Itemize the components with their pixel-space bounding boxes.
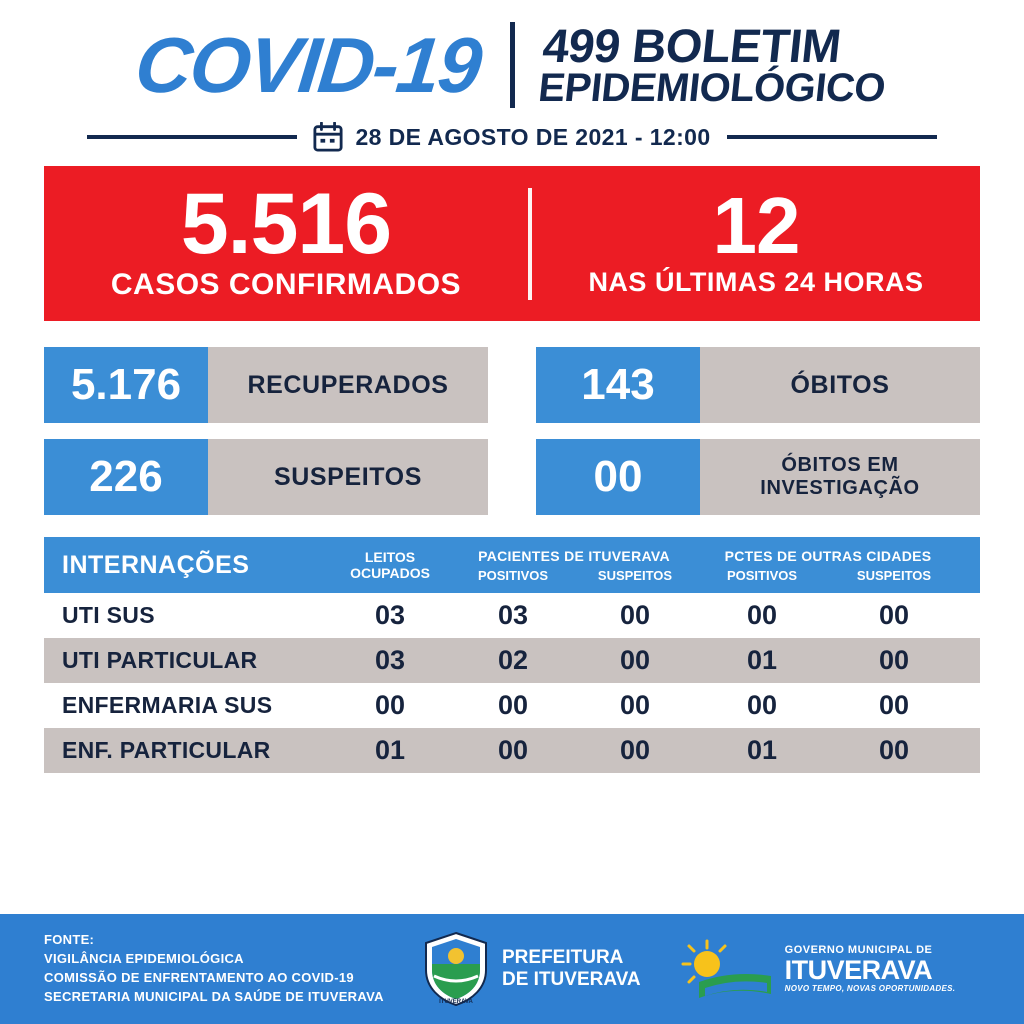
stat-recuperados-value: 5.176 bbox=[44, 347, 208, 423]
date-bar bbox=[0, 122, 1024, 152]
date-inner bbox=[297, 122, 726, 152]
bulletin-heading bbox=[536, 18, 892, 110]
column-leitos-line1: LEITOS bbox=[364, 548, 416, 565]
cell-ituverava-positivos: 03 bbox=[497, 600, 529, 630]
table-header bbox=[44, 537, 980, 593]
table-title: INTERNAÇÕES bbox=[62, 550, 250, 579]
stat-suspeitos-label: SUSPEITOS bbox=[208, 439, 488, 515]
prefeitura-line-1: PREFEITURA bbox=[502, 947, 624, 969]
footer bbox=[0, 914, 1024, 1024]
cell-ituverava-positivos: 00 bbox=[497, 735, 529, 765]
prefeitura-logo-block bbox=[420, 930, 641, 1008]
row-label: UTI PARTICULAR bbox=[62, 647, 258, 673]
cell-ituverava-positivos: 00 bbox=[497, 690, 529, 720]
calendar-icon bbox=[313, 122, 343, 152]
cell-outras-suspeitos: 00 bbox=[878, 645, 910, 675]
cell-leitos: 03 bbox=[374, 645, 406, 675]
footer-source-title: FONTE: bbox=[44, 932, 95, 948]
stat-recuperados-label: RECUPERADOS bbox=[208, 347, 488, 423]
stat-recuperados bbox=[44, 347, 488, 423]
subcolumn-ituverava-positivos: POSITIVOS bbox=[477, 568, 549, 583]
cell-ituverava-suspeitos: 00 bbox=[619, 690, 651, 720]
cell-ituverava-positivos: 02 bbox=[497, 645, 529, 675]
date-rule-left bbox=[87, 135, 297, 139]
cell-outras-suspeitos: 00 bbox=[878, 690, 910, 720]
cell-outras-positivos: 01 bbox=[746, 645, 778, 675]
subcolumn-ituverava-suspeitos: SUSPEITOS bbox=[597, 568, 673, 583]
footer-source-line-3: SECRETARIA MUNICIPAL DA SAÚDE DE ITUVERAVA bbox=[44, 988, 384, 1004]
cell-ituverava-suspeitos: 00 bbox=[619, 645, 651, 675]
government-line-1: GOVERNO MUNICIPAL DE bbox=[784, 943, 933, 956]
coat-of-arms-icon bbox=[420, 930, 492, 1008]
stats-section bbox=[44, 347, 980, 515]
stats-row-1 bbox=[44, 347, 980, 423]
prefeitura-text bbox=[502, 947, 641, 991]
stat-obitos-value: 143 bbox=[536, 347, 700, 423]
government-logo-block bbox=[681, 938, 956, 1000]
stat-obitos-label: ÓBITOS bbox=[700, 347, 980, 423]
header bbox=[0, 0, 1024, 112]
subcolumn-outras-suspeitos: SUSPEITOS bbox=[856, 568, 932, 583]
table-row bbox=[44, 728, 980, 773]
cell-leitos: 03 bbox=[374, 600, 406, 630]
cell-outras-positivos: 00 bbox=[746, 690, 778, 720]
government-line-2: ITUVERAVA bbox=[784, 954, 933, 985]
group-ituverava-subs bbox=[452, 564, 696, 589]
cell-outras-positivos: 01 bbox=[746, 735, 778, 765]
svg-text:ITUVERAVA: ITUVERAVA bbox=[439, 999, 473, 1005]
group-ituverava-title: PACIENTES DE ITUVERAVA bbox=[478, 548, 670, 564]
group-outras-subs bbox=[696, 564, 960, 589]
column-group-outras-cidades bbox=[696, 537, 960, 593]
stat-obitos-investigacao-label: ÓBITOS EM INVESTIGAÇÃO bbox=[700, 439, 980, 515]
cell-ituverava-suspeitos: 00 bbox=[619, 735, 651, 765]
column-group-ituverava bbox=[452, 537, 696, 593]
title-divider bbox=[510, 22, 515, 108]
confirmed-cases-value: 5.516 bbox=[180, 175, 392, 272]
sun-flag-icon bbox=[681, 938, 777, 1000]
government-text bbox=[785, 944, 956, 995]
confirmed-cases-label: CASOS CONFIRMADOS bbox=[110, 268, 462, 302]
cell-outras-suspeitos: 00 bbox=[878, 600, 910, 630]
stat-obitos bbox=[536, 347, 980, 423]
last24h-block bbox=[532, 181, 980, 298]
cell-ituverava-suspeitos: 00 bbox=[619, 600, 651, 630]
footer-source-line-1: VIGILÂNCIA EPIDEMIOLÓGICA bbox=[44, 951, 244, 967]
row-label: UTI SUS bbox=[62, 602, 155, 628]
column-leitos-line2: OCUPADOS bbox=[350, 565, 430, 581]
footer-source-line-2: COMISSÃO DE ENFRENTAMENTO AO COVID-19 bbox=[44, 970, 354, 985]
date-rule-right bbox=[727, 135, 937, 139]
stat-obitos-investigacao-value: 00 bbox=[536, 439, 700, 515]
stats-row-2 bbox=[44, 439, 980, 515]
table-row bbox=[44, 593, 980, 638]
bulletin-subtitle: EPIDEMIOLÓGICO bbox=[536, 65, 888, 110]
confirmed-banner bbox=[44, 166, 980, 321]
page-title: COVID-19 bbox=[131, 21, 485, 109]
cell-leitos: 01 bbox=[374, 735, 406, 765]
cell-leitos: 00 bbox=[374, 690, 406, 720]
row-label: ENFERMARIA SUS bbox=[62, 692, 273, 718]
row-label: ENF. PARTICULAR bbox=[62, 737, 271, 763]
stat-suspeitos-value: 226 bbox=[44, 439, 208, 515]
column-leitos-ocupados bbox=[328, 537, 452, 593]
bulletin-number: 499 BOLETIM bbox=[540, 18, 844, 72]
hospitalizations-table bbox=[44, 537, 980, 773]
banner-divider bbox=[528, 188, 532, 300]
stat-obitos-investigacao bbox=[536, 439, 980, 515]
prefeitura-line-2: DE ITUVERAVA bbox=[502, 969, 641, 990]
government-slogan: NOVO TEMPO, NOVAS OPORTUNIDADES. bbox=[784, 984, 956, 994]
table-row bbox=[44, 638, 980, 683]
confirmed-cases-block bbox=[44, 175, 528, 302]
group-outras-title: PCTES DE OUTRAS CIDADES bbox=[724, 548, 932, 564]
footer-source bbox=[0, 931, 420, 1006]
cell-outras-suspeitos: 00 bbox=[878, 735, 910, 765]
subcolumn-outras-positivos: POSITIVOS bbox=[726, 568, 798, 583]
stat-suspeitos bbox=[44, 439, 488, 515]
cell-outras-positivos: 00 bbox=[746, 600, 778, 630]
bulletin-date: 28 DE AGOSTO DE 2021 - 12:00 bbox=[355, 123, 711, 150]
table-row bbox=[44, 683, 980, 728]
last24h-value: 12 bbox=[712, 181, 800, 271]
last24h-label: NAS ÚLTIMAS 24 HORAS bbox=[588, 266, 924, 297]
